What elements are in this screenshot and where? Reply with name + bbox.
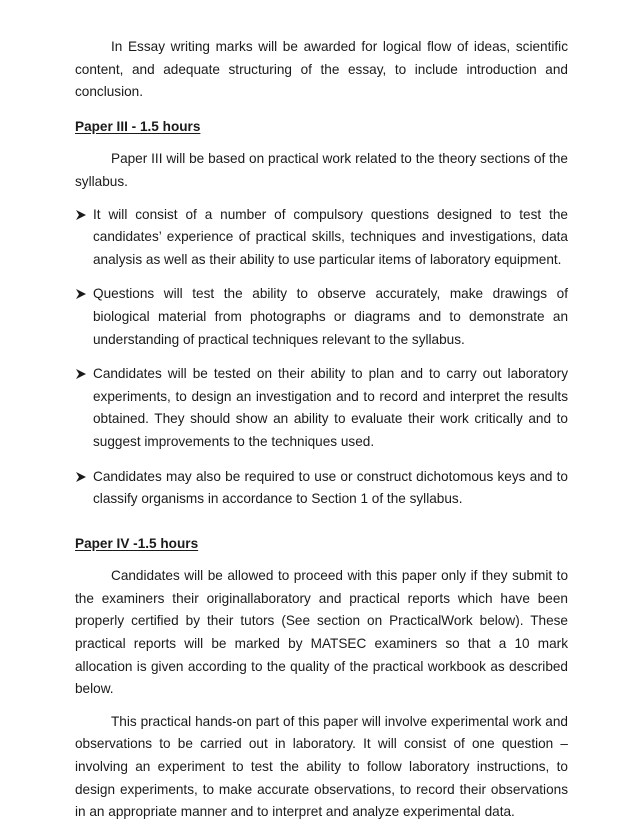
paper3-bullet-list bbox=[75, 204, 568, 511]
list-item-text: Candidates will be tested on their ability to plan and to carry out laboratory experiments, to design an investigation and to record and interpret the results obtained. They should show an ability to evaluate their work critically and to suggest improvements to the techniques used. bbox=[93, 366, 568, 449]
arrowhead-bullet-icon bbox=[75, 471, 87, 483]
document-page bbox=[75, 36, 568, 824]
list-item bbox=[75, 283, 568, 351]
list-item bbox=[75, 204, 568, 272]
arrowhead-bullet-icon bbox=[75, 209, 87, 221]
paper4-practical-paragraph: This practical hands-on part of this paper will involve experimental work and observations to be carried out in laboratory. It will consist of one question – involving an experiment to test the ability to follow laboratory instructions, to design experiments, to make accurate observations, to record their observations in an appropriate manner and to interpret and analyze experimental data. bbox=[75, 713, 568, 820]
list-item-text: Candidates may also be required to use or construct dichotomous keys and to classify organisms in accordance to Section 1 of the syllabus. bbox=[93, 468, 568, 507]
list-item-text: Questions will test the ability to observe accurately, make drawings of biological material from photographs or diagrams and to demonstrate an understanding of practical techniques relevant to the syllabus. bbox=[93, 286, 568, 347]
list-item bbox=[75, 466, 568, 511]
paper4-heading: Paper IV -1.5 hours bbox=[75, 535, 199, 551]
paper3-intro-paragraph: Paper III will be based on practical work related to the theory sections of the syllabus. bbox=[75, 151, 568, 189]
list-item bbox=[75, 363, 568, 453]
paper3-heading: Paper III - 1.5 hours bbox=[75, 118, 201, 134]
list-item-text: It will consist of a number of compulsory questions designed to test the candidates’ experience of practical skills, techniques and investigations, data analysis as well as their ability to use particular items of laboratory equipment. bbox=[93, 206, 568, 267]
paper4-submission-paragraph: Candidates will be allowed to proceed with this paper only if they submit to the examiners their originallaboratory and practical reports which have been properly certified by their tutors (See section on PracticalWork below). These practical reports will be marked by MATSEC examiners so that a 10 mark allocation is given according to the quality of the practical workbook as described below. bbox=[75, 568, 568, 697]
essay-marks-paragraph: In Essay writing marks will be awarded for logical flow of ideas, scientific content, and adequate structuring of the essay, to include introduction and conclusion. bbox=[75, 39, 568, 100]
arrowhead-bullet-icon bbox=[75, 368, 87, 380]
arrowhead-bullet-icon bbox=[75, 288, 87, 300]
